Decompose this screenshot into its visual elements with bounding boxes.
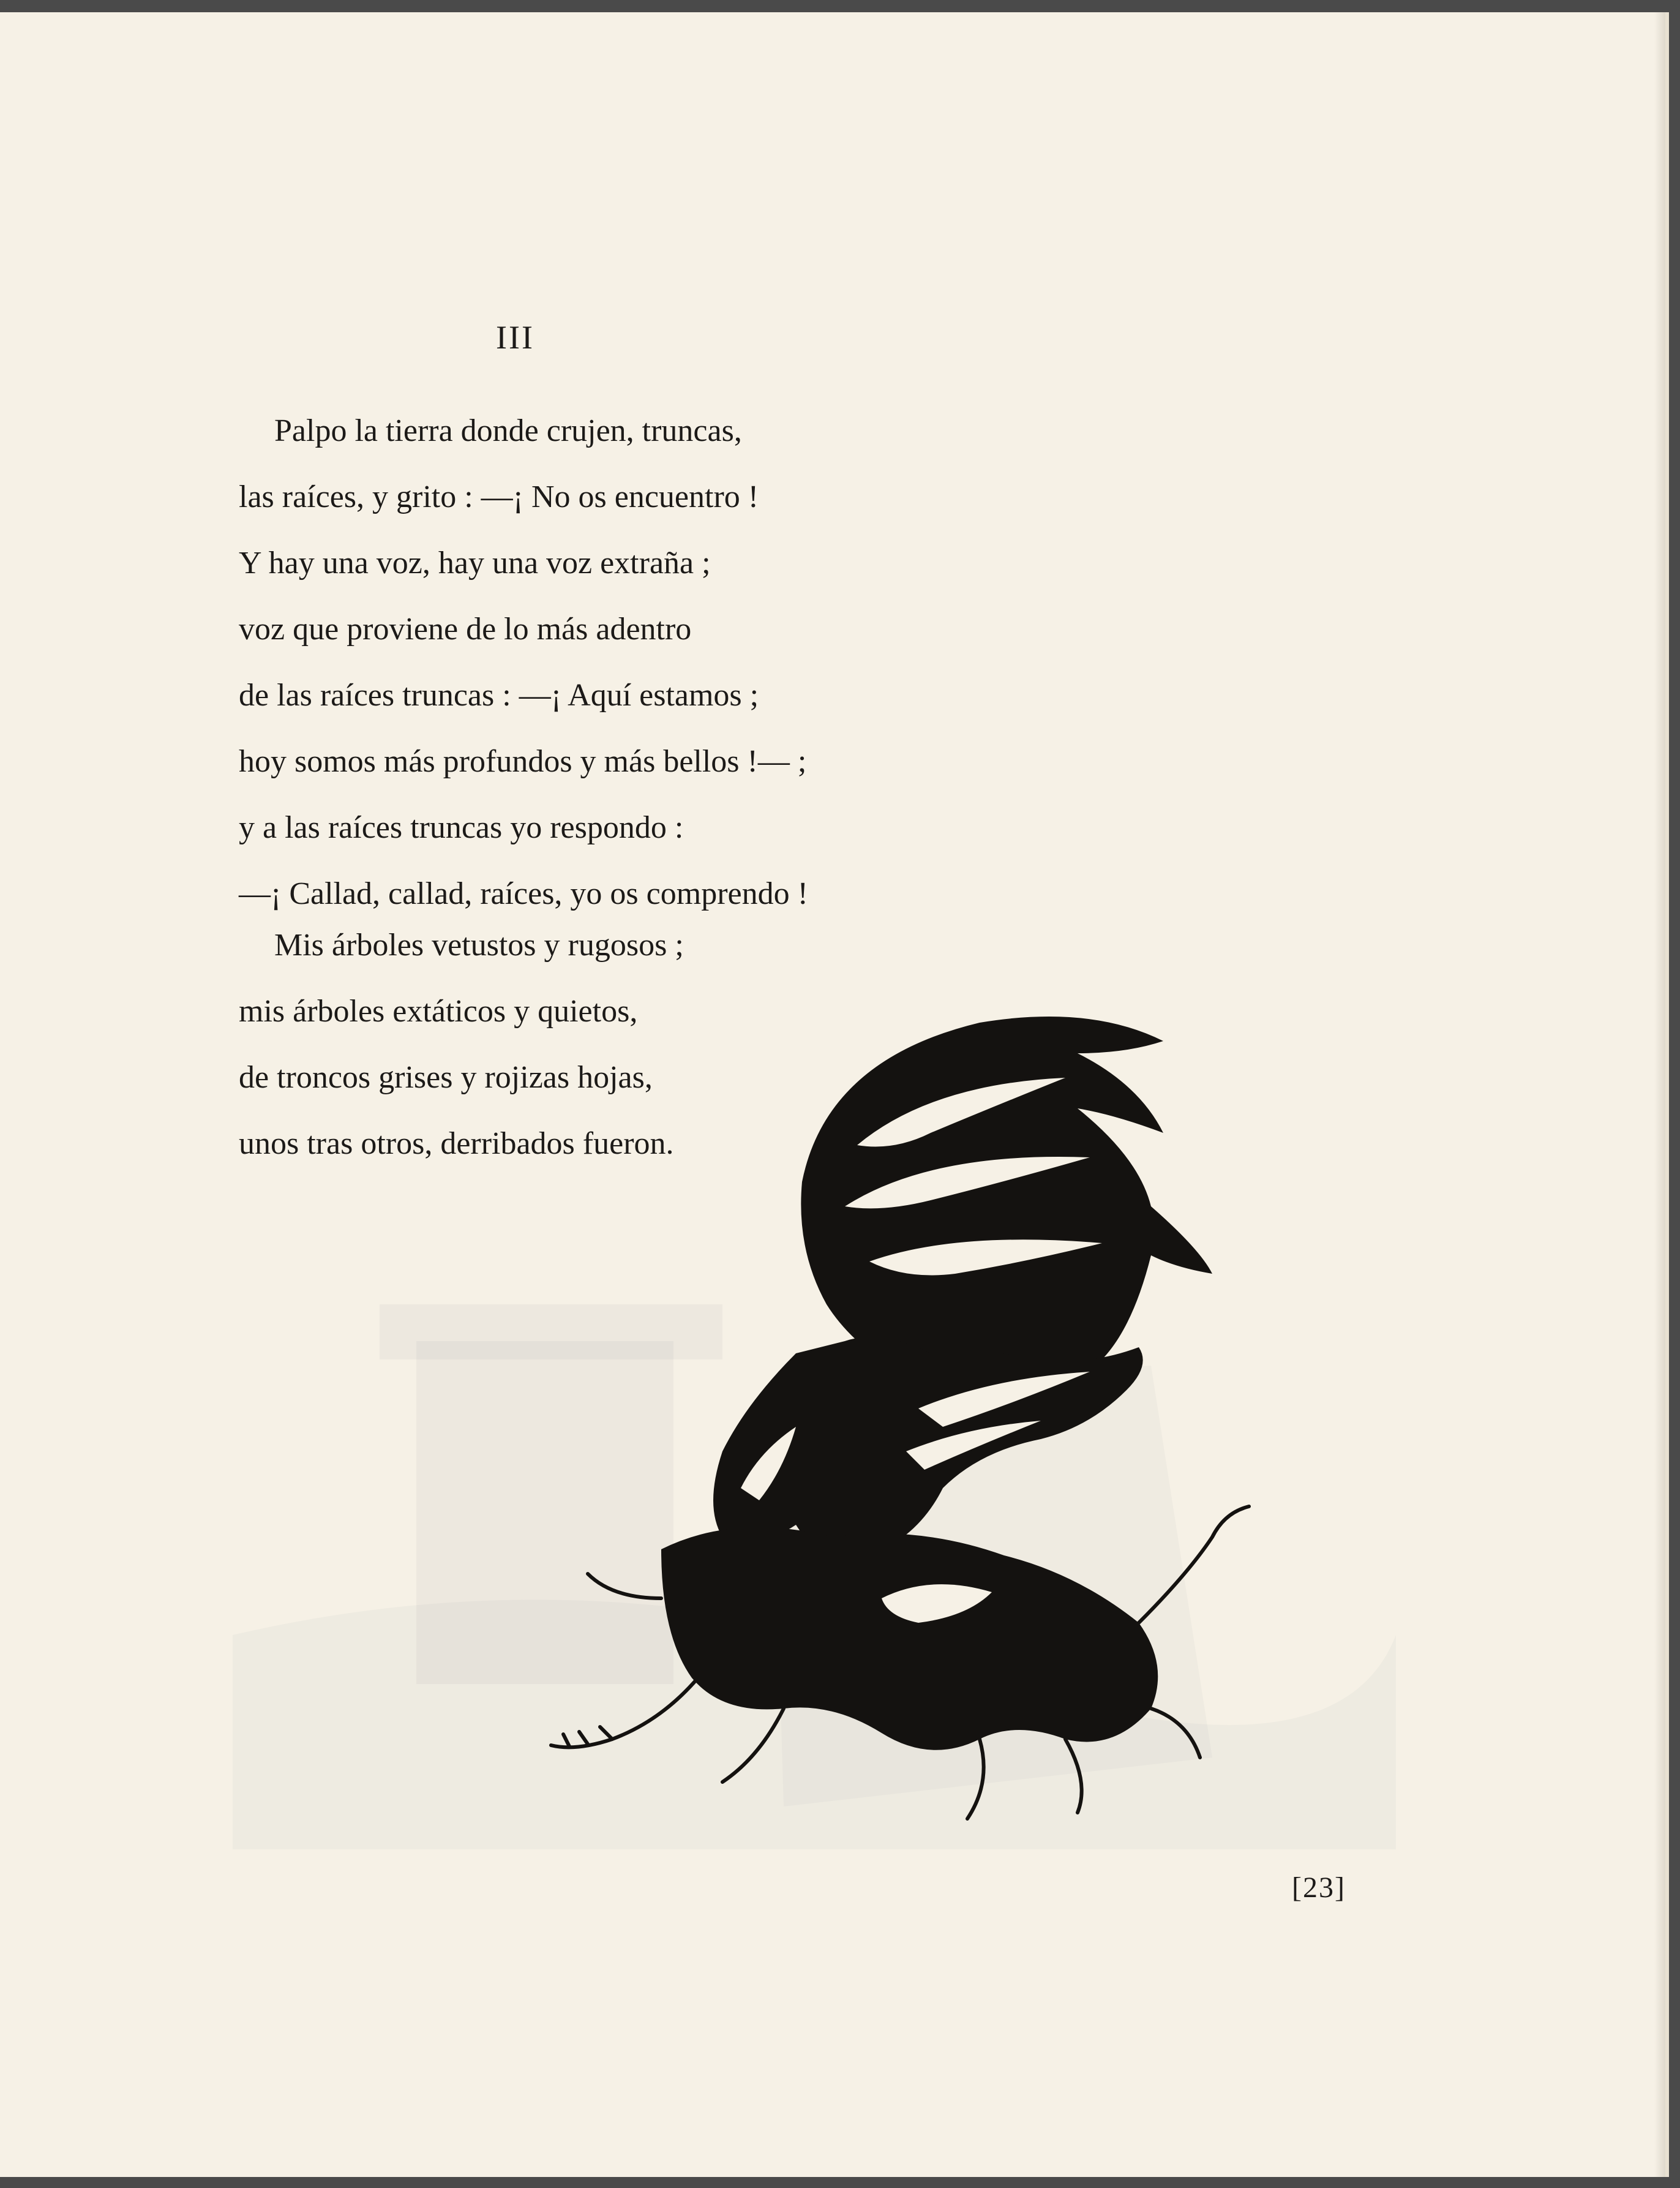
- verse-line: las raíces, y grito : —¡ No os encuentro !: [239, 479, 759, 514]
- verse-line: Mis árboles vetustos y rugosos ;: [274, 928, 684, 963]
- stanza-1: [239, 398, 808, 927]
- verse-line: y a las raíces truncas yo respondo :: [239, 810, 684, 845]
- verse-line: mis árboles extáticos y quietos,: [239, 994, 638, 1029]
- verse-line: de troncos grises y rojizas hojas,: [239, 1060, 653, 1095]
- verse-line: Palpo la tierra donde crujen, truncas,: [274, 413, 742, 448]
- section-numeral: III: [496, 319, 534, 356]
- woodcut-illustration: [539, 986, 1347, 1843]
- page-number: [23]: [1292, 1871, 1346, 1904]
- verse-line: unos tras otros, derribados fueron.: [239, 1126, 674, 1161]
- book-page: [0, 12, 1669, 2177]
- verse-line: voz que proviene de lo más adentro: [239, 612, 692, 647]
- verse-line: hoy somos más profundos y más bellos !— ;: [239, 744, 807, 779]
- verse-line: —¡ Callad, callad, raíces, yo os comprendo !: [239, 876, 808, 911]
- verse-line: de las raíces truncas : —¡ Aquí estamos ;: [239, 678, 759, 713]
- verse-line: Y hay una voz, hay una voz extraña ;: [239, 546, 711, 581]
